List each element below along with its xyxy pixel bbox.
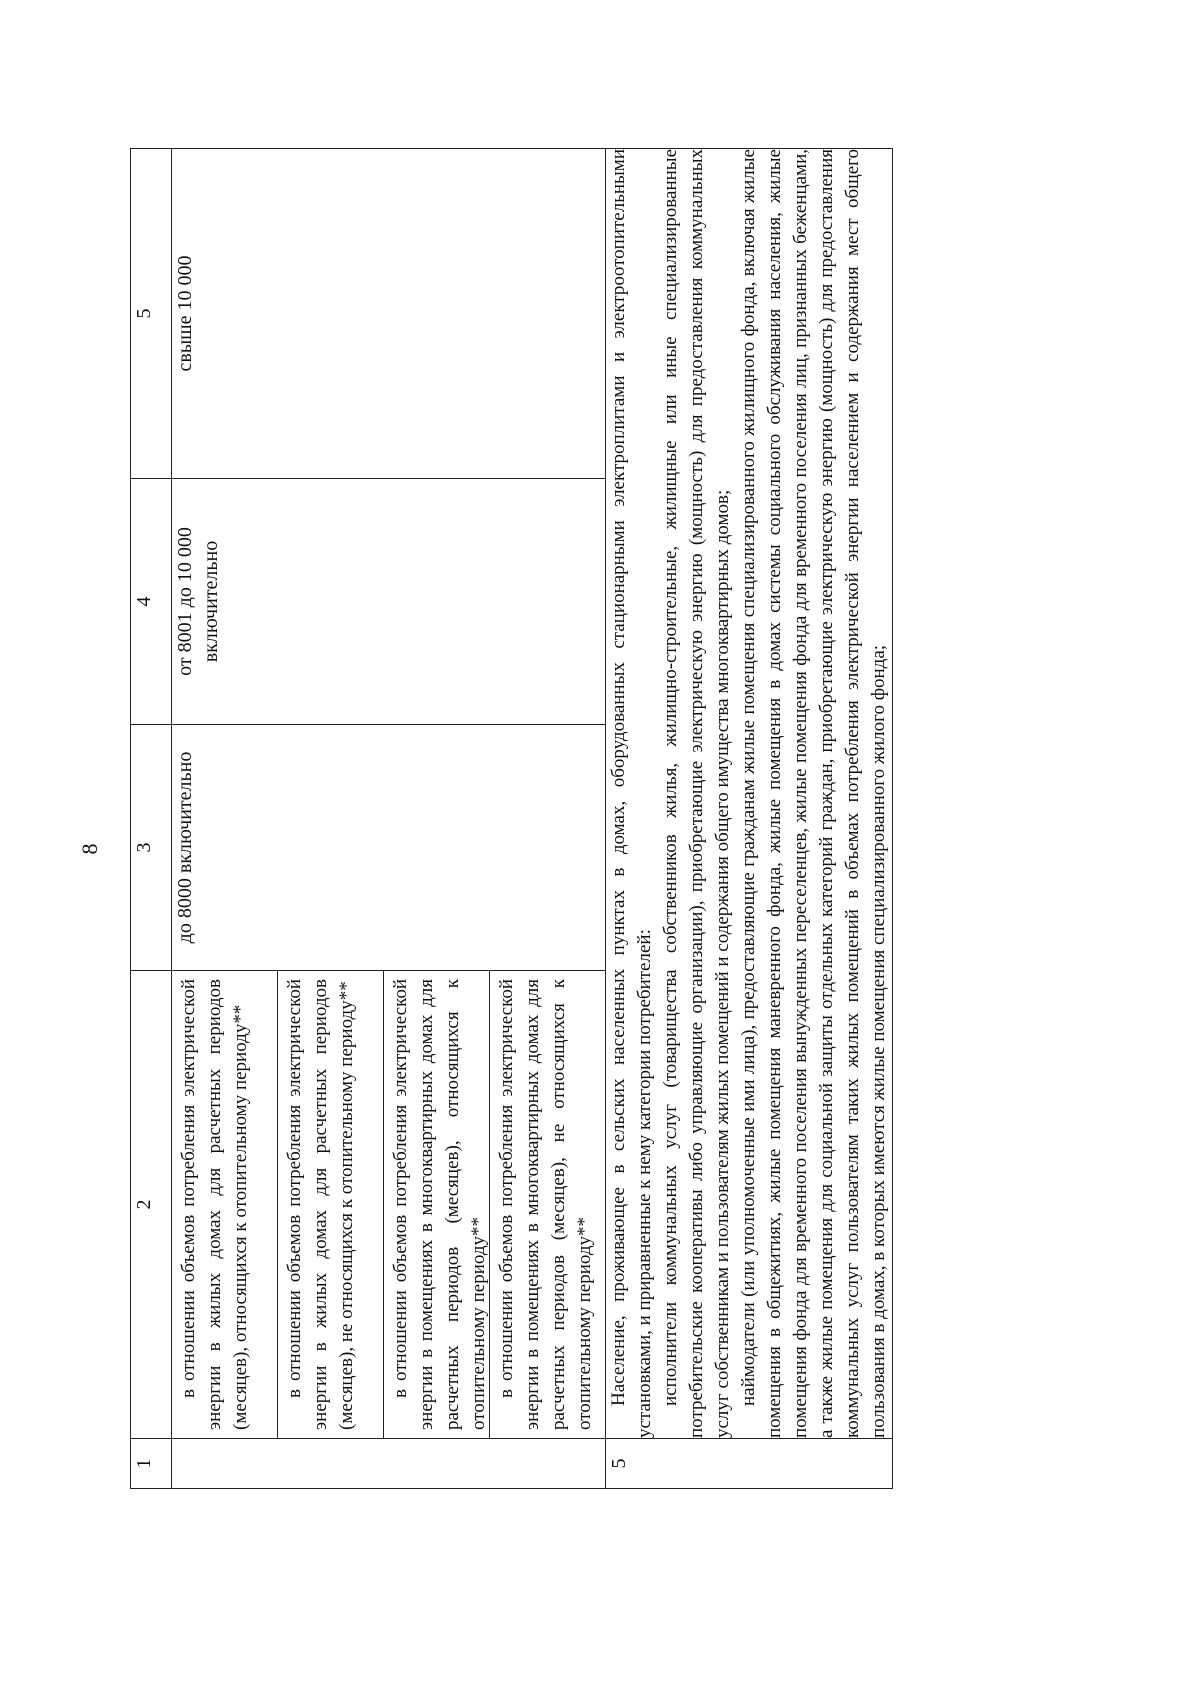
range-cell-col3: до 8000 включительно xyxy=(172,725,606,971)
column-header-4: 4 xyxy=(131,479,172,725)
sub-row-2: в отношении объемов потребления электрической энергии в жилых домах для расчетных периодов (месяцев), не относящихся к отопительному периоду** xyxy=(278,971,384,1438)
column-header-5: 5 xyxy=(131,149,172,479)
column-header-3: 3 xyxy=(131,725,172,971)
page-number: 8 xyxy=(77,843,102,855)
row5-paragraph-3: наймодатели (или уполномоченные ими лица), предоставляющие гражданам жилые помещения специализированного жилищного фонда, включая жилые помещения в общежитиях, жилые помещения маневренного фонда, жилые помещения в домах системы социального обслуживания населения, жилые помещения фонда для временного поселения вынужденных переселенцев, жилые помещения фонда для временного поселения лиц, признанных беженцами, а также жилые помещения для социальной защиты отдельных категорий граждан, приобретающие электрическую энергию (мощность) для предоставления коммунальных услуг пользователям таких жилых помещений в объемах потребления электрической энергии населением и содержания мест общего пользования в домах, в которых имеются жилые помещения специализированного жилого фонда; xyxy=(738,149,889,1438)
sub-row-3: в отношении объемов потребления электрической энергии в помещениях в многоквартирных домах для расчетных периодов (месяцев), относящихся к отопительному периоду** xyxy=(384,971,490,1438)
row5-paragraph-1: Население, проживающее в сельских населенных пунктах в домах, оборудованных стационарными электроплитами и электроотопительными установками, и приравненные к нему категории потребителей: xyxy=(608,149,655,1438)
row5-description xyxy=(606,149,893,1439)
sub-row-4: в отношении объемов потребления электрической энергии в помещениях в многоквартирных домах для расчетных периодов (месяцев), не относящихся к отопительному периоду** xyxy=(496,979,595,1430)
header-row xyxy=(131,149,172,1489)
sub-row-1: в отношении объемов потребления электрической энергии в жилых домах для расчетных периодов (месяцев), относящихся к отопительному периоду** xyxy=(172,971,278,1438)
column-header-2: 2 xyxy=(131,971,172,1439)
tariff-table xyxy=(130,148,893,1489)
range-cell-col5: свыше 10 000 xyxy=(172,149,606,479)
table-row-consumption-block xyxy=(172,149,606,1489)
table-row-5 xyxy=(606,149,893,1489)
range-col4-line1: от 8001 до 10 000 xyxy=(174,527,196,676)
rotated-page xyxy=(60,69,1140,1629)
row-number-5: 5 xyxy=(606,1439,893,1489)
range-col4-line2: включительно xyxy=(200,540,222,663)
range-cell-col4 xyxy=(172,479,606,725)
description-cell xyxy=(172,971,606,1439)
row5-paragraph-2: исполнители коммунальных услуг (товарищества собственников жилья, жилищно-строительные, жилищные или иные специализированные потребительские кооперативы либо управляющие организации), приобретающие электрическую энергию (мощность) для предоставления коммунальных услуг собственникам и пользователям жилых помещений и содержания общего имущества многоквартирных домов; xyxy=(660,149,733,1438)
column-header-1: 1 xyxy=(131,1439,172,1489)
row-number-cell xyxy=(172,1439,606,1489)
